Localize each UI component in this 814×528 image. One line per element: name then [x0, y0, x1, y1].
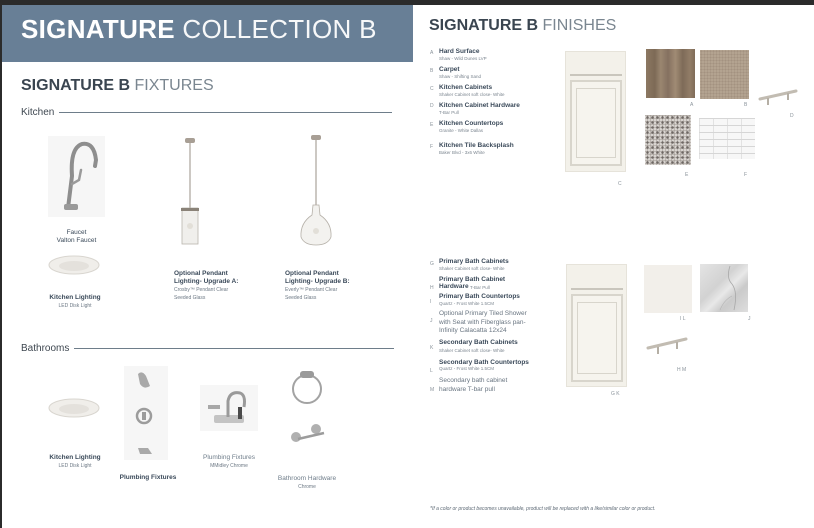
bathrooms-divider	[74, 348, 394, 349]
pendant-a-desc-line1: Crosby™ Pendant Clear	[174, 287, 229, 293]
finish-sub: Shaw - Shifting Sand	[439, 74, 482, 79]
swatch-label-d: D	[790, 113, 794, 119]
swatch-label-j: J	[748, 316, 751, 322]
fixtures-title	[21, 77, 214, 95]
calacatta-tile-swatch	[700, 264, 748, 312]
hard-surface-lvp-swatch	[646, 49, 695, 98]
kitchen-lighting-model: LED Disk Light	[58, 303, 92, 309]
finish-letter: D	[430, 103, 434, 109]
finish-sub: T-Bar Pull	[439, 110, 459, 115]
finish-name: Secondary Bath Countertops	[439, 359, 529, 366]
finish-name-line2: Hardware	[439, 283, 469, 290]
finish-sub: Quartz - Frost White 1.5CM	[439, 301, 495, 306]
finish-name: Secondary Bath Cabinets	[439, 339, 518, 346]
footnote-disclaimer: *If a color or product becomes unavailable, product will be replaced with a like/similar color or product.	[430, 506, 656, 512]
finish-name: Kitchen Cabinets	[439, 84, 493, 91]
bathrooms-group-label: Bathrooms	[21, 342, 70, 354]
finish-text-line3: Infinity Calacatta 12x24	[439, 327, 507, 334]
faucet-image	[48, 136, 105, 217]
finish-letter: L	[430, 368, 433, 374]
finish-name: Kitchen Tile Backsplash	[439, 142, 514, 149]
finish-name: Kitchen Countertops	[439, 120, 504, 127]
kitchen-lighting-name: Kitchen Lighting	[49, 294, 101, 301]
bath-faucet-image	[200, 385, 258, 431]
swatch-label-hm: H M	[677, 367, 687, 373]
finish-letter: J	[430, 318, 433, 324]
swatch-label-a: A	[690, 102, 694, 108]
finish-letter: G	[430, 261, 434, 267]
kitchen-lighting-caption	[40, 294, 110, 310]
bath-lighting-model: LED Disk Light	[58, 463, 92, 469]
carpet-swatch	[700, 50, 749, 99]
bath-t-bar-pull-swatch	[646, 336, 688, 356]
bathrooms-group-header	[21, 342, 394, 354]
finish-letter: K	[430, 345, 434, 351]
kitchen-group-label: Kitchen	[21, 106, 55, 118]
finish-name-line1: Primary Bath Cabinet	[439, 276, 506, 283]
swatch-label-c: C	[618, 181, 622, 187]
kitchen-group-header	[21, 106, 392, 118]
finish-name: Primary Bath Countertops	[439, 293, 520, 300]
pendant-a-desc-line2: Seeded Glass	[174, 295, 206, 301]
bath-lighting-name: Kitchen Lighting	[49, 454, 101, 461]
granite-countertop-swatch	[645, 115, 691, 165]
finish-letter: B	[430, 68, 434, 74]
pendant-b-desc-line2: Seeded Glass	[285, 295, 317, 301]
quartz-frost-white-swatch	[644, 265, 692, 313]
pendant-b-desc-line1: Everly™ Pendant Clear	[285, 287, 338, 293]
pendant-a-name-line1: Optional Pendant	[174, 270, 228, 277]
towel-ring-and-paper-holder-image	[286, 367, 328, 453]
plumbing-fixtures-name-2: Plumbing Fixtures	[202, 454, 256, 461]
pendant-b-name-line2: Lighting- Upgrade B:	[285, 278, 350, 285]
finish-sub: T-Bar Pull	[470, 285, 490, 290]
finish-name: Carpet	[439, 66, 460, 73]
collection-title	[21, 14, 377, 45]
plumbing-fixtures-caption-1	[112, 474, 184, 482]
pendant-b-name-line1: Optional Pendant	[285, 270, 339, 277]
pendant-b-caption	[285, 270, 365, 302]
finish-sub: Granite - White Dallas	[439, 128, 484, 133]
finish-letter: I	[430, 299, 432, 305]
cylinder-pendant-image	[178, 136, 202, 248]
shower-set-image	[124, 366, 168, 460]
swatch-label-il: I L	[680, 316, 686, 322]
swatch-label-e: E	[685, 172, 689, 178]
collection-title-bold: SIGNATURE	[21, 14, 175, 44]
finish-text-line2: hardware T-bar pull	[439, 385, 495, 393]
bell-pendant-image	[298, 133, 334, 247]
finishes-title	[429, 17, 616, 35]
swatch-label-b: B	[744, 102, 748, 108]
collection-title-light: COLLECTION B	[182, 14, 377, 44]
finish-text-line1: Secondary bath cabinet	[439, 377, 508, 384]
bathroom-hardware-finish: Chrome	[298, 484, 316, 490]
fixtures-title-light: FIXTURES	[134, 77, 214, 94]
swatch-label-f: F	[744, 172, 748, 178]
bath-disk-light-image	[48, 398, 100, 418]
finish-letter: H	[430, 285, 434, 291]
faucet-model: Valton Faucet	[56, 237, 97, 244]
finish-name: Hard Surface	[439, 48, 480, 55]
banner-edge	[410, 5, 413, 62]
finish-sub: Shaker Cabinet soft close- White	[439, 266, 505, 271]
finish-letter: A	[430, 50, 434, 56]
finish-name: Primary Bath Cabinets	[439, 258, 509, 265]
finish-sub: Shaker Cabinet soft close- White	[439, 92, 505, 97]
subway-tile-backsplash-swatch	[699, 118, 755, 159]
finishes-title-bold: SIGNATURE B	[429, 17, 539, 34]
finish-name: Kitchen Cabinet Hardware	[439, 102, 520, 109]
plumbing-fixtures-name-1: Plumbing Fixtures	[119, 474, 177, 481]
faucet-caption	[46, 229, 107, 245]
bathroom-hardware-name: Bathroom Hardware	[277, 475, 337, 482]
pendant-a-caption	[174, 270, 254, 302]
finishes-title-light: FINISHES	[542, 17, 617, 34]
fixtures-title-bold: SIGNATURE B	[21, 77, 131, 94]
faucet-name: Faucet	[66, 229, 87, 236]
kitchen-cabinet-door-swatch	[565, 51, 626, 172]
finish-letter: E	[430, 122, 434, 128]
bath-lighting-caption	[40, 454, 110, 470]
finish-sub: Shaw - Wild Dunes LVP	[439, 56, 487, 61]
finish-letter: F	[430, 144, 434, 150]
pendant-a-name-line2: Lighting- Upgrade A:	[174, 278, 239, 285]
bath-cabinet-door-swatch	[566, 264, 627, 387]
finish-text-line1: Optional Primary Tiled Shower	[439, 310, 527, 317]
t-bar-pull-swatch	[758, 87, 798, 107]
finish-letter: M	[430, 387, 435, 393]
finish-letter: C	[430, 86, 434, 92]
finish-sub: Baker Blvd - 3x6 White	[439, 150, 485, 155]
finish-text-line2: with Seat with Fiberglass pan-	[439, 318, 526, 326]
swatch-label-gk: G K	[611, 391, 620, 397]
plumbing-fixtures-model-2: MMidley Chrome	[210, 463, 248, 469]
plumbing-fixtures-caption-2	[192, 454, 266, 470]
kitchen-divider	[59, 112, 392, 113]
kitchen-disk-light-image	[48, 255, 100, 275]
bathroom-hardware-caption	[270, 475, 344, 491]
finish-sub: Shaker Cabinet soft close- White	[439, 348, 505, 353]
finish-sub: Quartz - Frost White 1.5CM	[439, 366, 495, 371]
